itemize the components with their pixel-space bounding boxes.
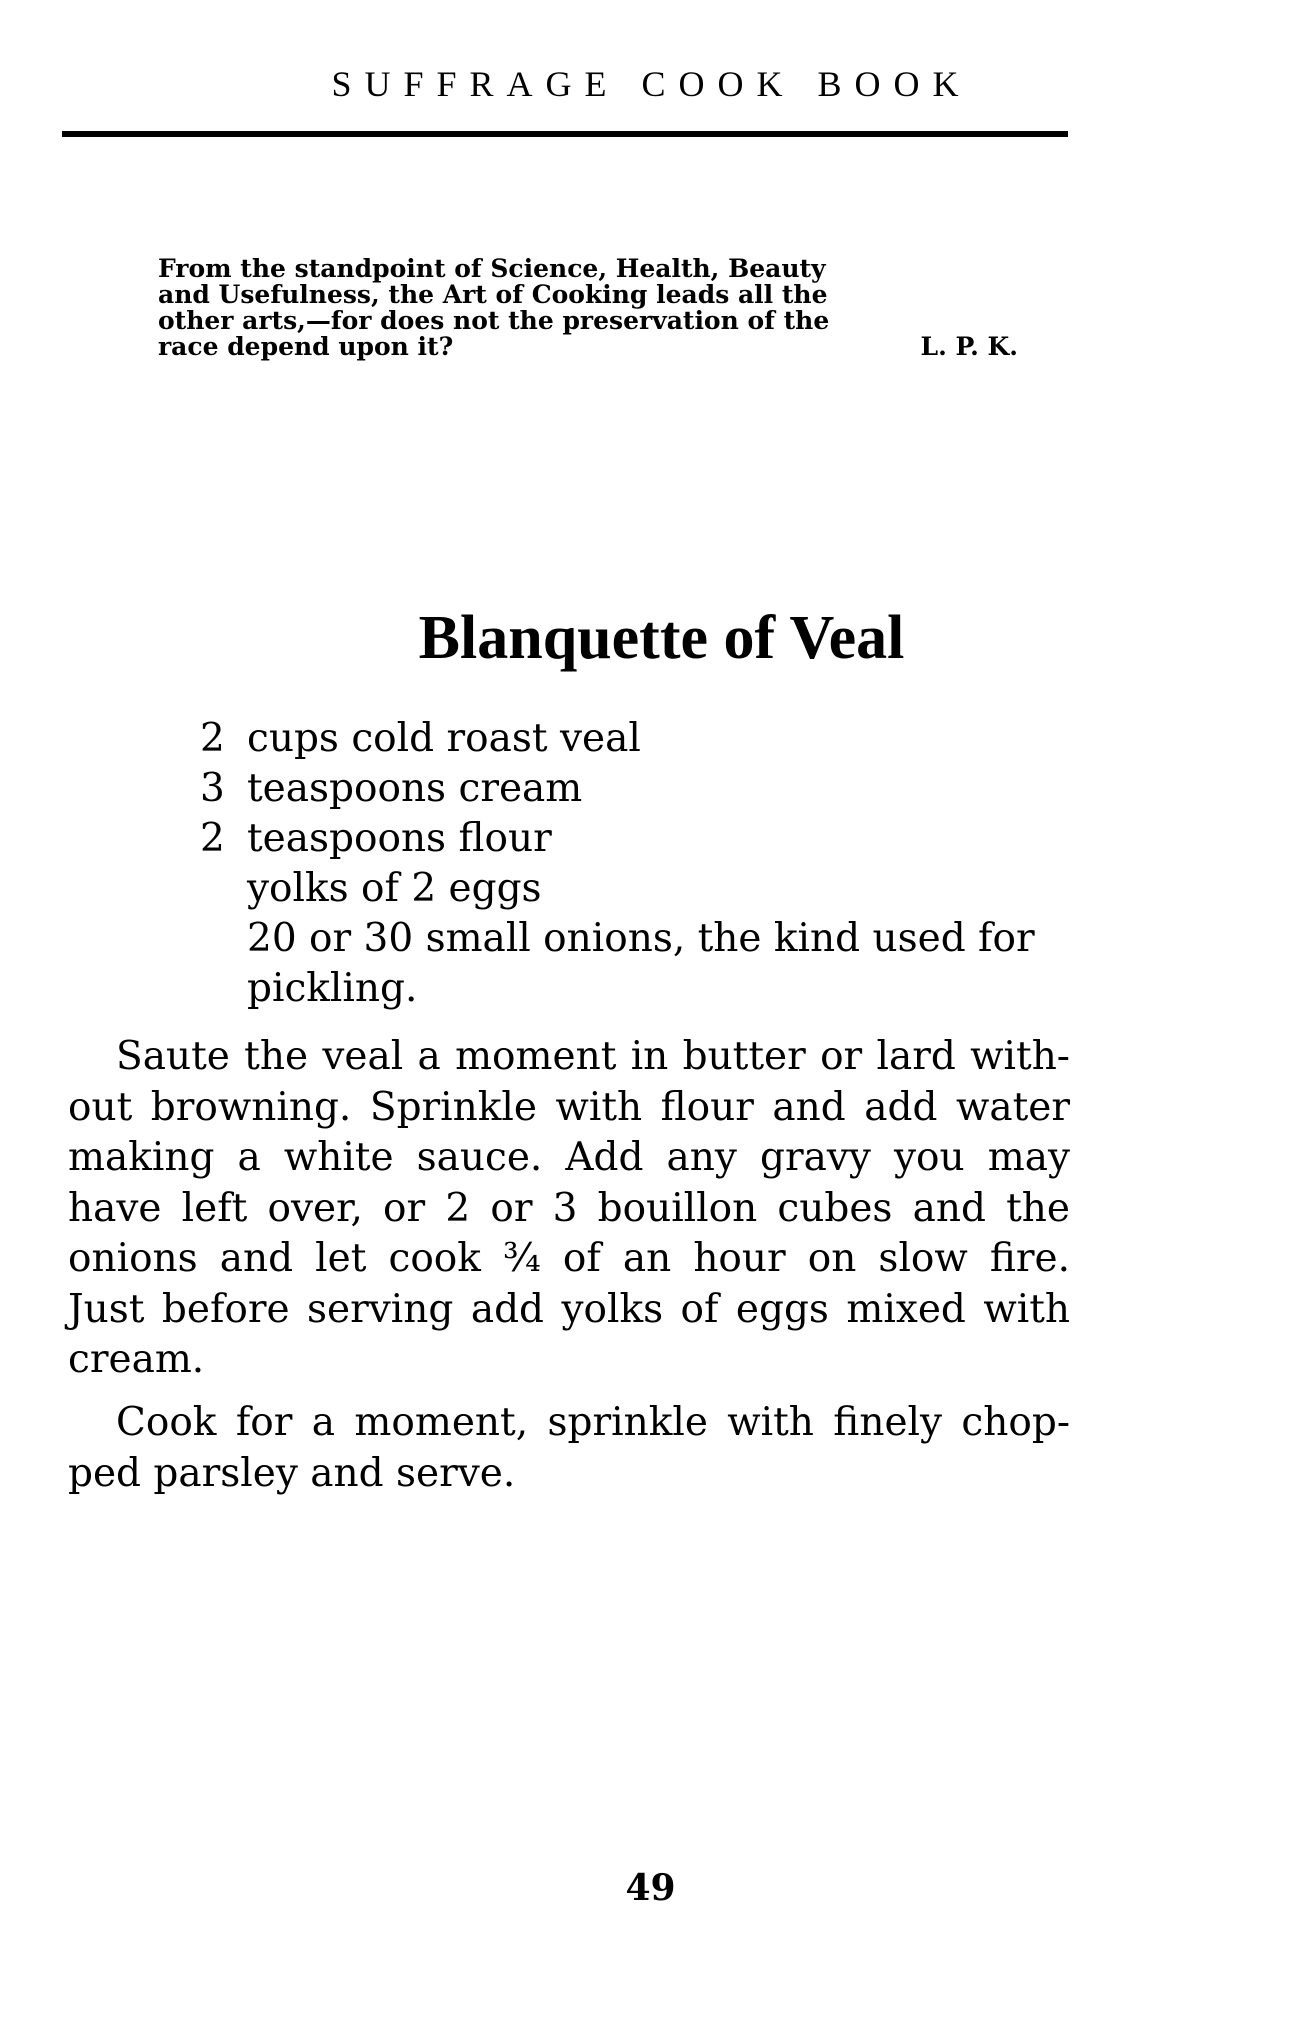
paragraph-line: cream.: [68, 1337, 205, 1382]
method-paragraph-2: [68, 1398, 1070, 1499]
epigraph-line: other arts,—for does not the preservation of the: [158, 306, 830, 335]
ingredient-quantity: 3: [200, 766, 225, 811]
ingredient-item: [200, 864, 1100, 914]
paragraph-line: Saute the veal a moment in butter or lard with-: [116, 1034, 1070, 1079]
epigraph-last-line: [158, 334, 1018, 360]
ingredient-quantity: [200, 864, 247, 914]
epigraph-quote: [158, 256, 1038, 360]
ingredient-quantity: 2: [200, 716, 225, 761]
epigraph-line: race depend upon it?: [158, 332, 454, 361]
paragraph-line: out browning. Sprinkle with flour and add water: [68, 1084, 1070, 1130]
ingredient-quantity: 2: [200, 816, 225, 861]
paragraph-line: Just before serving add yolks of eggs mixed with: [68, 1286, 1070, 1332]
ingredient-item: [200, 714, 1100, 764]
header-rule: [62, 131, 1068, 137]
ingredient-text: 20 or 30 small onions, the kind used for: [247, 916, 1035, 961]
ingredient-text: cups cold roast veal: [247, 716, 641, 761]
epigraph-line: and Usefulness, the Art of Cooking leads all the: [158, 280, 828, 309]
epigraph-line: From the standpoint of Science, Health, Beauty: [158, 254, 826, 283]
page-number: 49: [625, 1867, 676, 1909]
paragraph-line: Cook for a moment, sprinkle with finely chop-: [116, 1400, 1070, 1445]
epigraph-attribution: L. P. K.: [920, 332, 1018, 361]
ingredient-text: pickling.: [247, 966, 418, 1011]
method-paragraph-1: [68, 1032, 1070, 1386]
running-head-title: SUFFRAGE COOK BOOK: [331, 64, 972, 104]
ingredient-quantity: [200, 964, 247, 1014]
paragraph-line: ped parsley and serve.: [68, 1450, 516, 1496]
ingredient-text: teaspoons cream: [247, 766, 583, 811]
paragraph-line: onions and let cook ¾ of an hour on slow fire.: [68, 1236, 1070, 1281]
ingredient-text: teaspoons flour: [247, 816, 552, 861]
ingredient-item: [200, 914, 1100, 964]
ingredient-item: [200, 964, 1100, 1014]
ingredient-item: [200, 814, 1100, 864]
ingredient-quantity: [200, 914, 247, 964]
ingredient-list: [200, 714, 1100, 1014]
paragraph-line: making a white sauce. Add any gravy you may: [68, 1135, 1070, 1180]
paragraph-line: have left over, or 2 or 3 bouillon cubes and the: [68, 1185, 1070, 1231]
recipe-title: Blanquette of Veal: [418, 604, 905, 672]
ingredient-text: yolks of 2 eggs: [247, 866, 542, 911]
ingredient-item: [200, 764, 1100, 814]
